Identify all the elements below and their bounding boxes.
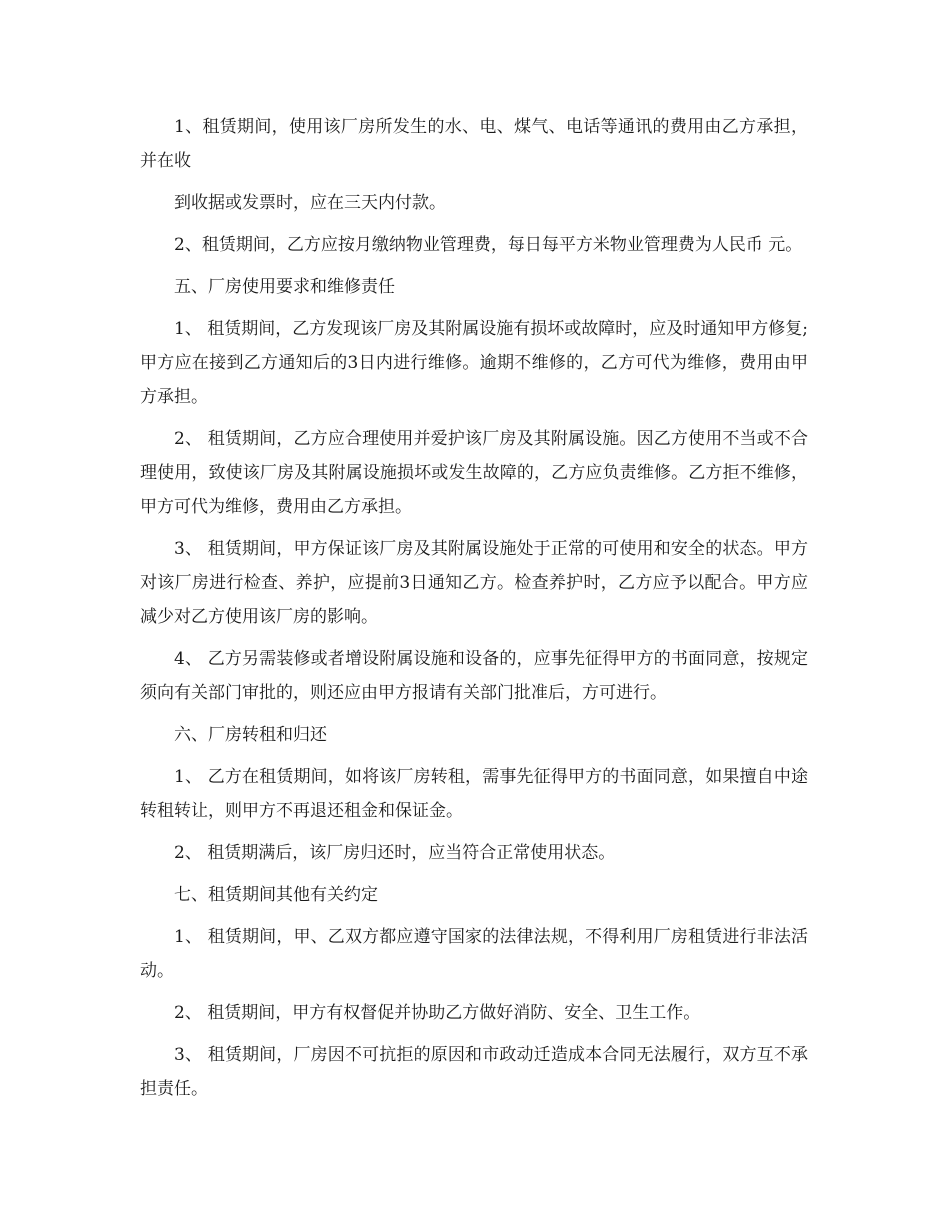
clause-legal-compliance: 1、 租赁期间，甲、乙双方都应遵守国家的法律法规，不得利用厂房租赁进行非法活动。 [140, 927, 808, 981]
clause-sublease: 1、 乙方在租赁期间，如将该厂房转租，需事先征得甲方的书面同意，如果擅自中途转租转让，则甲方不再退还租金和保证金。 [140, 767, 808, 821]
section-heading-use-and-repair: 五、厂房使用要求和维修责任 [174, 277, 395, 297]
document-body [140, 110, 808, 1114]
section-heading-other-agreements: 七、租赁期间其他有关约定 [174, 885, 378, 905]
clause-repair-notice: 1、 租赁期间，乙方发现该厂房及其附属设施有损坏或故障时，应及时通知甲方修复;甲方应在接到乙方通知后的3日内进行维修。逾期不维修的，乙方可代为维修，费用由甲方承担。 [140, 319, 808, 407]
clause-proper-use: 2、 租赁期间，乙方应合理使用并爱护该厂房及其附属设施。因乙方使用不当或不合理使用，致使该厂房及其附属设施损坏或发生故障的，乙方应负责维修。乙方拒不维修，甲方可代为维修，费用由乙方承担。 [140, 429, 808, 517]
clause-maintenance-guarantee: 3、 租赁期间，甲方保证该厂房及其附属设施处于正常的可使用和安全的状态。甲方对该厂房进行检查、养护，应提前3日通知乙方。检查养护时，乙方应予以配合。甲方应减少对乙方使用该厂房的影响。 [140, 539, 808, 627]
clause-safety-supervision: 2、 租赁期间，甲方有权督促并协助乙方做好消防、安全、卫生工作。 [174, 1003, 701, 1023]
section-heading-sublease-and-return: 六、厂房转租和归还 [174, 725, 327, 745]
clause-return: 2、 租赁期满后，该厂房归还时，应当符合正常使用状态。 [174, 843, 616, 863]
clause-force-majeure: 3、 租赁期间，厂房因不可抗拒的原因和市政动迁造成本合同无法履行，双方互不承担责任。 [140, 1045, 808, 1099]
clause-utilities-fees: 1、租赁期间，使用该厂房所发生的水、电、煤气、电话等通讯的费用由乙方承担，并在收 [140, 117, 808, 171]
clause-property-fee: 2、租赁期间，乙方应按月缴纳物业管理费，每日每平方米物业管理费为人民币 元。 [174, 235, 803, 255]
clause-utilities-payment: 到收据或发票时，应在三天内付款。 [174, 193, 446, 213]
clause-renovation: 4、 乙方另需装修或者增设附属设施和设备的，应事先征得甲方的书面同意，按规定须向有关部门审批的，则还应由甲方报请有关部门批准后，方可进行。 [140, 649, 808, 703]
